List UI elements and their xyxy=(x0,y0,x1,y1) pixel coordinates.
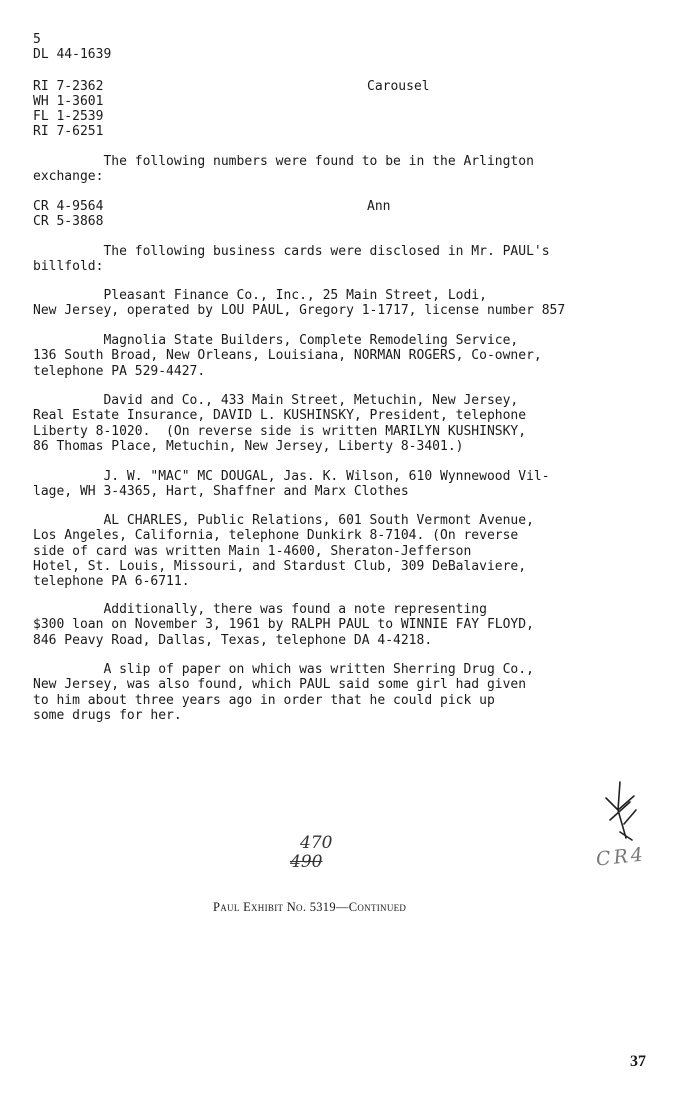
phone-line: FL 1-2539 xyxy=(33,109,104,124)
text-line: lage, WH 3-4365, Hart, Shaffner and Marx Clothes xyxy=(33,484,409,500)
text-line: The following business cards were disclosed in Mr. PAUL's xyxy=(33,244,550,259)
handwritten-scribble-mark xyxy=(598,780,642,844)
text-line: Liberty 8-1020. (On reverse side is written MARILYN KUSHINSKY, xyxy=(33,423,527,439)
handwritten-number-struck: 490 xyxy=(290,852,323,872)
exhibit-caption: Paul Exhibit No. 5319—Continued xyxy=(213,900,407,914)
phone-line: CR 5-3868 xyxy=(33,214,104,229)
text-line: exchange: xyxy=(33,169,104,185)
card-david-and-co xyxy=(33,393,633,454)
phone-label-ann: Ann xyxy=(367,199,391,214)
text-line: A slip of paper on which was written Sherring Drug Co., xyxy=(33,662,534,677)
card-al-charles xyxy=(33,513,633,589)
text-line: Additionally, there was found a note representing xyxy=(33,602,487,617)
text-line: some drugs for her. xyxy=(33,707,182,723)
handwritten-number: 470 xyxy=(300,833,333,853)
text-line: New Jersey, was also found, which PAUL said some girl had given xyxy=(33,677,527,693)
text-line: 846 Peavy Road, Dallas, Texas, telephone DA 4-4218. xyxy=(33,632,433,648)
file-number: DL 44-1639 xyxy=(33,47,112,62)
text-line: J. W. "MAC" MC DOUGAL, Jas. K. Wilson, 610 Wynnewood Vil- xyxy=(33,469,550,484)
text-line: telephone PA 529-4427. xyxy=(33,363,206,379)
text-line: telephone PA 6-6711. xyxy=(33,574,190,590)
card-mac-mc-dougal xyxy=(33,469,633,500)
phone-line: WH 1-3601 xyxy=(33,94,104,109)
text-line: Real Estate Insurance, DAVID L. KUSHINSKY, President, telephone xyxy=(33,408,527,424)
text-line: Magnolia State Builders, Complete Remodeling Service, xyxy=(33,333,519,348)
phone-line: RI 7-6251 xyxy=(33,124,104,139)
card-magnolia-builders xyxy=(33,333,633,379)
card-pleasant-finance xyxy=(33,288,633,319)
text-line: to him about three years ago in order that he could pick up xyxy=(33,692,495,708)
text-line: Los Angeles, California, telephone Dunkirk 8-7104. (On reverse xyxy=(33,528,519,544)
page-number: 37 xyxy=(630,1053,646,1070)
page-serial-number: 5 xyxy=(33,32,41,47)
paragraph-slip xyxy=(33,662,633,723)
handwritten-initials: CR4 xyxy=(594,843,647,871)
text-line: billfold: xyxy=(33,259,104,275)
paragraph-loan-note xyxy=(33,602,633,648)
paragraph-arlington xyxy=(33,154,633,185)
phone-line: CR 4-9564 xyxy=(33,199,104,214)
text-line: 86 Thomas Place, Metuchin, New Jersey, Liberty 8-3401.) xyxy=(33,438,464,454)
text-line: side of card was written Main 1-4600, Sheraton-Jefferson xyxy=(33,543,472,559)
text-line: $300 loan on November 3, 1961 by RALPH PAUL to WINNIE FAY FLOYD, xyxy=(33,617,534,633)
text-line: 136 South Broad, New Orleans, Louisiana, NORMAN ROGERS, Co-owner, xyxy=(33,348,542,364)
text-line: Hotel, St. Louis, Missouri, and Stardust Club, 309 DeBalaviere, xyxy=(33,558,527,574)
text-line: David and Co., 433 Main Street, Metuchin, New Jersey, xyxy=(33,393,519,408)
phone-label-carousel: Carousel xyxy=(367,79,430,94)
text-line: Pleasant Finance Co., Inc., 25 Main Street, Lodi, xyxy=(33,288,487,303)
text-line: AL CHARLES, Public Relations, 601 South Vermont Avenue, xyxy=(33,513,534,528)
text-line: The following numbers were found to be in the Arlington xyxy=(33,154,534,169)
text-line: New Jersey, operated by LOU PAUL, Gregory 1-1717, license number 857 xyxy=(33,303,566,319)
phone-line: RI 7-2362 xyxy=(33,79,104,94)
paragraph-billfold xyxy=(33,244,633,275)
